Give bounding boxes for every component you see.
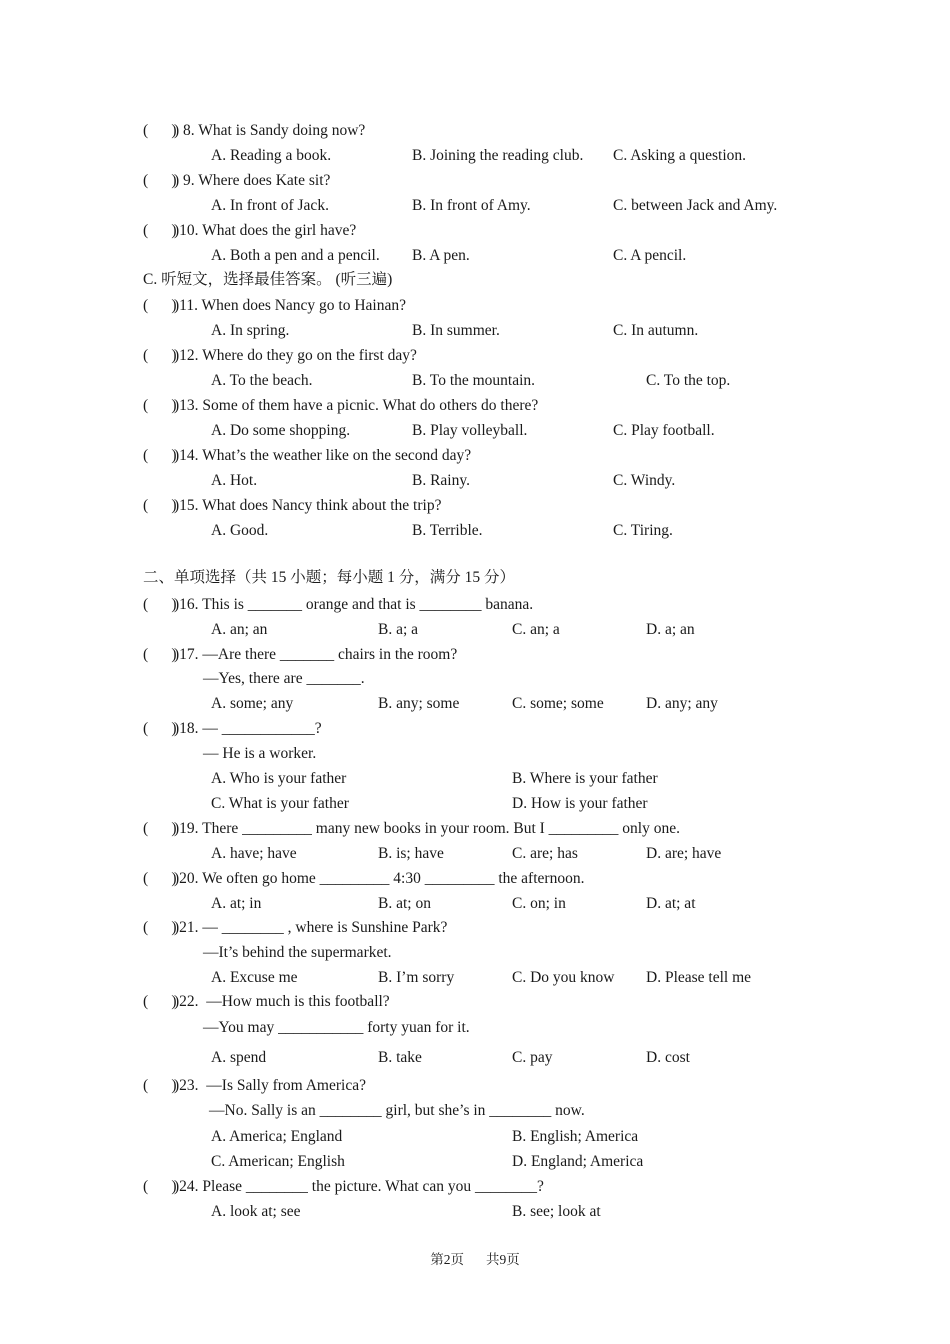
answer-blank[interactable]: ( ) [143, 297, 177, 314]
question-17-line2: —Yes, there are _______. [203, 670, 365, 687]
option-c: C. some; some [512, 695, 604, 712]
option-a: A. Both a pen and a pencil. [211, 247, 380, 264]
option-c: C. To the top. [646, 372, 731, 389]
answer-blank[interactable]: ( ) [143, 222, 177, 239]
option-b: B. To the mountain. [412, 372, 536, 389]
option-b: B. In front of Amy. [412, 197, 531, 214]
option-d: D. at; at [646, 895, 696, 912]
question-13: )13. Some of them have a picnic. What do others do there? [174, 397, 539, 414]
question-14: )14. What’s the weather like on the second day? [174, 447, 472, 464]
option-b: B. I’m sorry [378, 969, 455, 986]
question-12: )12. Where do they go on the first day? [174, 347, 417, 364]
answer-blank[interactable]: ( ) [143, 993, 177, 1010]
option-c: C. Tiring. [613, 522, 673, 539]
option-d: D. How is your father [512, 795, 648, 812]
option-c: C. pay [512, 1049, 553, 1066]
option-c: C. Play football. [613, 422, 715, 439]
option-a: A. Reading a book. [211, 147, 332, 164]
option-c: C. are; has [512, 845, 578, 862]
question-8: ) 8. What is Sandy doing now? [174, 122, 366, 139]
option-c: C. Windy. [613, 472, 676, 489]
option-b: B. English; America [512, 1128, 639, 1145]
question-22: )22. —How much is this football? [174, 993, 390, 1010]
question-18-line2: — He is a worker. [203, 745, 317, 762]
option-b: B. Rainy. [412, 472, 470, 489]
answer-blank[interactable]: ( ) [143, 820, 177, 837]
question-21-line2: —It’s behind the supermarket. [203, 944, 392, 961]
option-c: C. A pencil. [613, 247, 687, 264]
option-c: C. In autumn. [613, 322, 699, 339]
section-2-heading: 二、单项选择（共 15 小题；每小题 1 分，满分 15 分） [143, 569, 516, 586]
option-b: B. Where is your father [512, 770, 658, 787]
question-17: )17. —Are there _______ chairs in the room? [174, 646, 458, 663]
question-23: )23. —Is Sally from America? [174, 1077, 366, 1094]
option-b: B. any; some [378, 695, 460, 712]
question-24: )24. Please ________ the picture. What can you ________? [174, 1178, 544, 1195]
option-c: C. What is your father [211, 795, 349, 812]
answer-blank[interactable]: ( ) [143, 347, 177, 364]
option-b: B. Joining the reading club. [412, 147, 584, 164]
option-a: A. Excuse me [211, 969, 298, 986]
option-c: C. Asking a question. [613, 147, 747, 164]
option-d: D. England; America [512, 1153, 644, 1170]
answer-blank[interactable]: ( ) [143, 397, 177, 414]
answer-blank[interactable]: ( ) [143, 122, 177, 139]
answer-blank[interactable]: ( ) [143, 447, 177, 464]
question-23-line2: —No. Sally is an ________ girl, but she’s in ________ now. [209, 1102, 585, 1119]
option-b: B. Play volleyball. [412, 422, 528, 439]
option-a: A. In spring. [211, 322, 290, 339]
question-10: )10. What does the girl have? [174, 222, 357, 239]
option-c: C. American; English [211, 1153, 345, 1170]
option-a: A. an; an [211, 621, 268, 638]
answer-blank[interactable]: ( ) [143, 596, 177, 613]
option-d: D. are; have [646, 845, 722, 862]
option-a: A. have; have [211, 845, 297, 862]
answer-blank[interactable]: ( ) [143, 720, 177, 737]
question-21: )21. — ________ , where is Sunshine Park? [174, 919, 448, 936]
option-c: C. Do you know [512, 969, 615, 986]
answer-blank[interactable]: ( ) [143, 172, 177, 189]
option-d: D. cost [646, 1049, 690, 1066]
option-b: B. a; a [378, 621, 419, 638]
question-15: )15. What does Nancy think about the trip? [174, 497, 442, 514]
answer-blank[interactable]: ( ) [143, 1077, 177, 1094]
option-a: A. spend [211, 1049, 267, 1066]
question-9: ) 9. Where does Kate sit? [174, 172, 331, 189]
option-b: B. take [378, 1049, 422, 1066]
option-a: A. In front of Jack. [211, 197, 329, 214]
answer-blank[interactable]: ( ) [143, 919, 177, 936]
option-c: C. between Jack and Amy. [613, 197, 778, 214]
option-a: A. Do some shopping. [211, 422, 351, 439]
option-a: A. To the beach. [211, 372, 313, 389]
option-d: D. Please tell me [646, 969, 752, 986]
option-d: D. any; any [646, 695, 718, 712]
option-b: B. see; look at [512, 1203, 601, 1220]
page-number: 第2页 [430, 1252, 464, 1267]
option-b: B. at; on [378, 895, 431, 912]
answer-blank[interactable]: ( ) [143, 870, 177, 887]
option-a: A. look at; see [211, 1203, 301, 1220]
option-a: A. at; in [211, 895, 262, 912]
section-c-heading: C. 听短文，选择最佳答案。 (听三遍) [143, 271, 393, 288]
option-a: A. Who is your father [211, 770, 347, 787]
option-a: A. Good. [211, 522, 269, 539]
option-c: C. on; in [512, 895, 566, 912]
question-18: )18. — ____________? [174, 720, 322, 737]
option-b: B. In summer. [412, 322, 500, 339]
question-22-line2: —You may ___________ forty yuan for it. [203, 1019, 470, 1036]
option-a: A. America; England [211, 1128, 343, 1145]
page-total: 共9页 [486, 1252, 520, 1267]
answer-blank[interactable]: ( ) [143, 1178, 177, 1195]
answer-blank[interactable]: ( ) [143, 497, 177, 514]
question-20: )20. We often go home _________ 4:30 _________ the afternoon. [174, 870, 585, 887]
option-a: A. some; any [211, 695, 294, 712]
option-b: B. is; have [378, 845, 444, 862]
page-footer [0, 1248, 950, 1268]
option-c: C. an; a [512, 621, 560, 638]
question-19: )19. There _________ many new books in your room. But I _________ only one. [174, 820, 680, 837]
option-b: B. Terrible. [412, 522, 483, 539]
option-b: B. A pen. [412, 247, 470, 264]
answer-blank[interactable]: ( ) [143, 646, 177, 663]
option-d: D. a; an [646, 621, 695, 638]
question-16: )16. This is _______ orange and that is ________ banana. [174, 596, 534, 613]
option-a: A. Hot. [211, 472, 258, 489]
question-11: )11. When does Nancy go to Hainan? [174, 297, 407, 314]
